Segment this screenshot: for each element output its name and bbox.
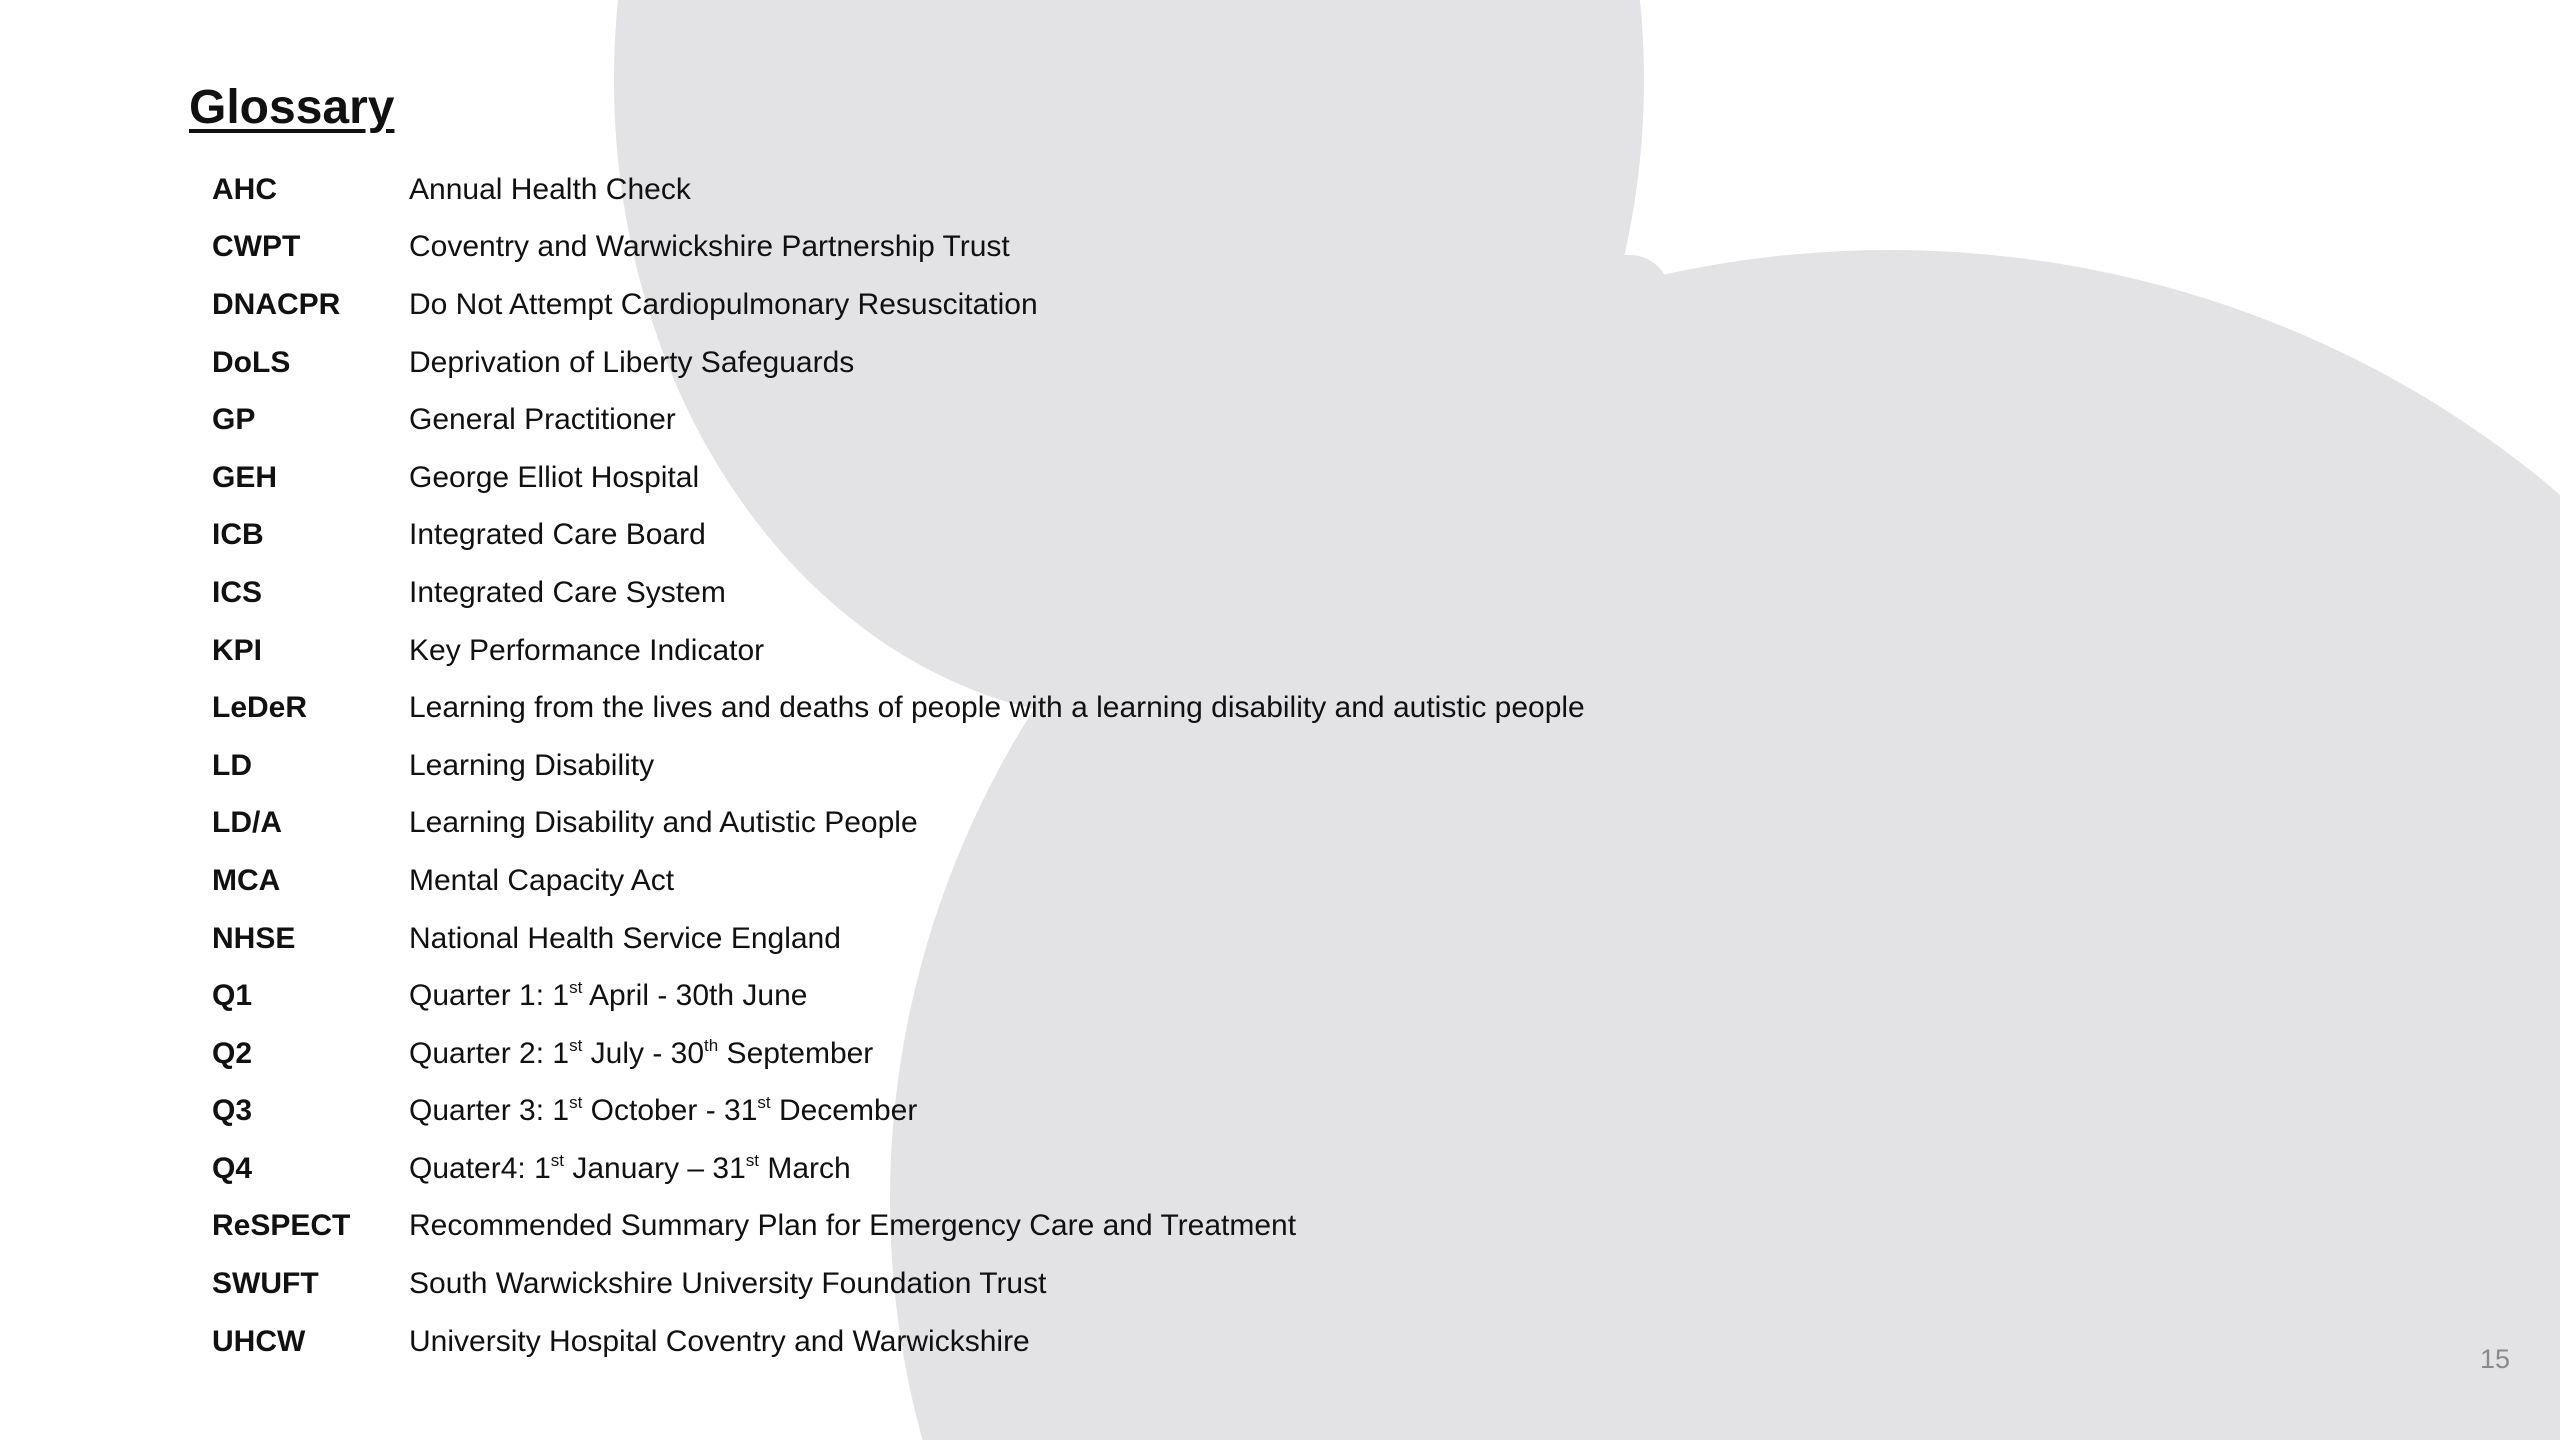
- glossary-abbreviation: LeDeR: [212, 691, 308, 725]
- glossary-definition: [409, 1037, 873, 1071]
- glossary-abbreviation: UHCW: [212, 1324, 306, 1358]
- glossary-definition: Learning from the lives and deaths of people with a learning disability and autistic people: [409, 691, 1585, 725]
- glossary-definition: National Health Service England: [409, 921, 841, 955]
- glossary-row: [212, 679, 1912, 737]
- ordinal-suffix: st: [569, 978, 583, 998]
- glossary-abbreviation: DoLS: [212, 345, 291, 379]
- definition-text: Quarter 1: 1: [409, 979, 570, 1013]
- glossary-definition: George Elliot Hospital: [409, 460, 700, 494]
- glossary-definition: Learning Disability: [409, 748, 655, 782]
- definition-text: April - 30th June: [582, 979, 808, 1013]
- glossary-definition: Learning Disability and Autistic People: [409, 806, 918, 840]
- glossary-definition: [409, 979, 807, 1013]
- glossary-row: [212, 391, 1912, 449]
- glossary-row: [212, 852, 1912, 910]
- glossary-row: [212, 1255, 1912, 1313]
- glossary-definition: University Hospital Coventry and Warwickshire: [409, 1324, 1030, 1358]
- glossary-row: [212, 737, 1912, 795]
- glossary-definition: Do Not Attempt Cardiopulmonary Resuscitation: [409, 287, 1038, 321]
- glossary-abbreviation: CWPT: [212, 230, 301, 264]
- glossary-list: [212, 161, 1912, 1370]
- glossary-row: [212, 1313, 1912, 1371]
- glossary-definition: [409, 1094, 917, 1128]
- definition-text: Quater4: 1: [409, 1151, 551, 1185]
- glossary-abbreviation: LD: [212, 748, 252, 782]
- definition-text: Quarter 3: 1: [409, 1094, 570, 1128]
- glossary-abbreviation: Q4: [212, 1151, 253, 1185]
- glossary-row: [212, 1025, 1912, 1083]
- glossary-abbreviation: Q2: [212, 1036, 253, 1070]
- glossary-row: [212, 1083, 1912, 1141]
- definition-text: October - 31: [582, 1094, 758, 1128]
- definition-text: September: [718, 1036, 874, 1070]
- glossary-definition: Deprivation of Liberty Safeguards: [409, 345, 855, 379]
- glossary-row: [212, 564, 1912, 622]
- glossary-abbreviation: LD/A: [212, 806, 282, 840]
- glossary-definition: [409, 1152, 851, 1186]
- page-number: 15: [2479, 1344, 2510, 1374]
- glossary-abbreviation: Q3: [212, 1094, 253, 1128]
- ordinal-suffix: th: [704, 1035, 719, 1055]
- glossary-definition: South Warwickshire University Foundation Trust: [409, 1267, 1047, 1301]
- glossary-row: [212, 507, 1912, 565]
- glossary-row: [212, 1198, 1912, 1256]
- glossary-definition: Recommended Summary Plan for Emergency Care and Treatment: [409, 1209, 1297, 1243]
- ordinal-suffix: st: [757, 1093, 771, 1113]
- ordinal-suffix: st: [569, 1093, 583, 1113]
- glossary-row: [212, 967, 1912, 1025]
- page-title: Glossary: [189, 81, 395, 134]
- definition-text: Quarter 2: 1: [409, 1036, 570, 1070]
- glossary-abbreviation: ICB: [212, 518, 264, 552]
- glossary-abbreviation: GEH: [212, 460, 278, 494]
- ordinal-suffix: st: [569, 1035, 583, 1055]
- ordinal-suffix: st: [550, 1150, 564, 1170]
- definition-text: July - 30: [582, 1036, 705, 1070]
- glossary-row: [212, 1140, 1912, 1198]
- glossary-abbreviation: Q1: [212, 979, 253, 1013]
- glossary-abbreviation: ICS: [212, 575, 263, 609]
- glossary-abbreviation: GP: [212, 403, 256, 437]
- glossary-abbreviation: NHSE: [212, 921, 296, 955]
- glossary-row: [212, 910, 1912, 968]
- glossary-abbreviation: MCA: [212, 863, 281, 897]
- glossary-definition: Integrated Care System: [409, 575, 726, 609]
- glossary-abbreviation: KPI: [212, 633, 263, 667]
- glossary-definition: Coventry and Warwickshire Partnership Trust: [409, 230, 1010, 264]
- glossary-row: [212, 449, 1912, 507]
- glossary-row: [212, 276, 1912, 334]
- definition-text: December: [770, 1094, 918, 1128]
- glossary-row: [212, 219, 1912, 277]
- glossary-definition: Integrated Care Board: [409, 518, 706, 552]
- glossary-definition: General Practitioner: [409, 403, 676, 437]
- ordinal-suffix: st: [745, 1150, 760, 1170]
- glossary-row: [212, 795, 1912, 853]
- glossary-row: [212, 334, 1912, 392]
- glossary-abbreviation: SWUFT: [212, 1267, 319, 1301]
- glossary-definition: Key Performance Indicator: [409, 633, 765, 667]
- definition-text: March: [759, 1151, 851, 1185]
- definition-text: January – 31: [564, 1151, 746, 1185]
- glossary-definition: Annual Health Check: [409, 172, 691, 206]
- glossary-row: [212, 622, 1912, 680]
- glossary-row: [212, 161, 1912, 219]
- glossary-abbreviation: DNACPR: [212, 287, 341, 321]
- glossary-abbreviation: AHC: [212, 172, 277, 206]
- glossary-definition: Mental Capacity Act: [409, 863, 675, 897]
- glossary-abbreviation: ReSPECT: [212, 1209, 351, 1243]
